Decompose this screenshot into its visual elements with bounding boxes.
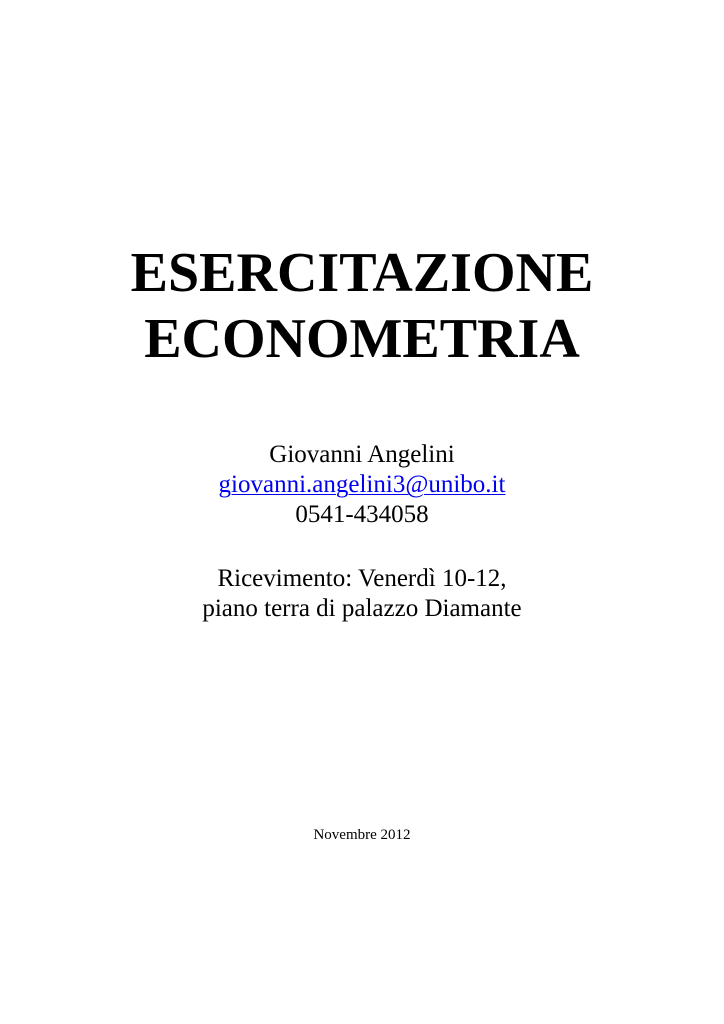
document-date: Novembre 2012 [313, 827, 411, 843]
title-line-2: ECONOMETRIA [144, 308, 580, 370]
title-line-1: ESERCITAZIONE [130, 242, 594, 304]
reception-line-1: Ricevimento: Venerdì 10-12, [217, 565, 507, 592]
email-link[interactable]: giovanni.angelini3@unibo.it [218, 471, 506, 498]
email-line [0, 470, 724, 500]
phone-number: 0541-434058 [295, 501, 429, 528]
document-title [0, 240, 724, 372]
reception-info [0, 564, 724, 624]
author-name: Giovanni Angelini [269, 441, 455, 468]
contact-info [0, 440, 724, 530]
reception-line-2: piano terra di palazzo Diamante [202, 595, 522, 622]
